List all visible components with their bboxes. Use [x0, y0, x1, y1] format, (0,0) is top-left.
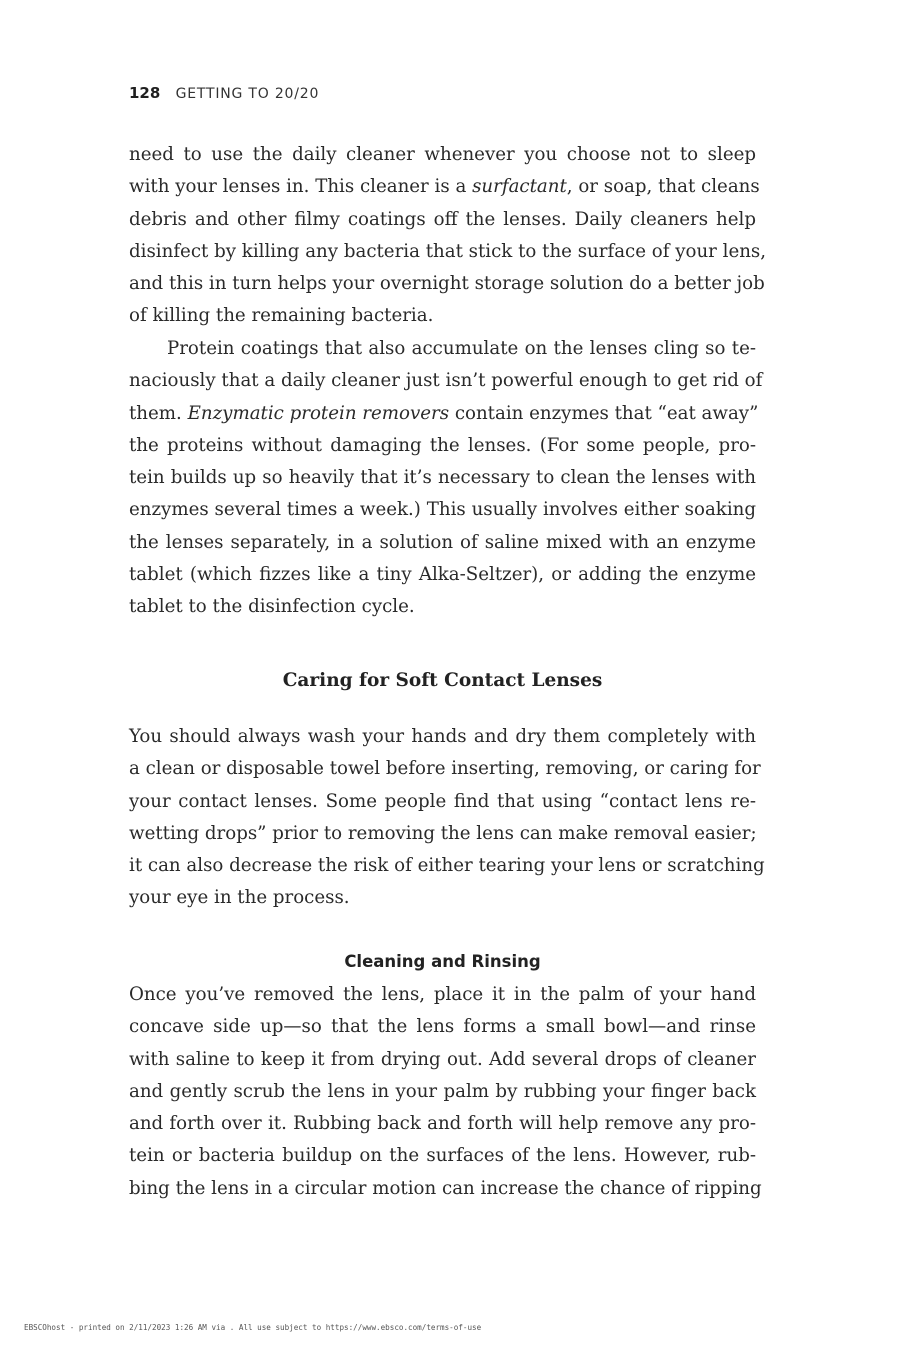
print-footer: EBSCOhost - printed on 2/11/2023 1:26 AM via . All use subject to https://www.ebsco.com/terms-of-use [24, 1323, 482, 1332]
subsection-heading: Cleaning and Rinsing [344, 952, 541, 971]
text-line: with saline to keep it from drying out. Add several drops of cleaner [129, 1048, 756, 1070]
text-line: your contact lenses. Some people find that using “contact lens re- [129, 790, 756, 812]
text-line: tein or bacteria buildup on the surfaces of the lens. However, rub- [129, 1145, 756, 1167]
text-line: a clean or disposable towel before inserting, removing, or caring for [129, 758, 761, 780]
text-line: debris and other filmy coatings off the lenses. Daily cleaners help [129, 208, 756, 230]
text-line: your eye in the process. [129, 887, 350, 909]
paragraph-daily-cleaner [129, 139, 767, 333]
text-line: concave side up—so that the lens forms a small bowl—and rinse [129, 1016, 756, 1038]
text-line: Once you’ve removed the lens, place it in the palm of your hand [129, 984, 756, 1005]
text-line: and forth over it. Rubbing back and forth will help remove any pro- [129, 1113, 756, 1135]
text-line: tablet to the disinfection cycle. [129, 596, 415, 618]
text-line: them. Enzymatic protein removers contain enzymes that “eat away” [129, 402, 759, 424]
text-line: disinfect by killing any bacteria that stick to the surface of your lens, [129, 240, 767, 262]
text-line: tein builds up so heavily that it’s necessary to clean the lenses with [129, 467, 756, 489]
text-line: of killing the remaining bacteria. [129, 305, 434, 327]
running-title: GETTING TO 20/20 [175, 86, 320, 102]
text-line: Protein coatings that also accumulate on the lenses cling so te- [167, 338, 756, 359]
text-line: bing the lens in a circular motion can increase the chance of ripping [129, 1177, 762, 1199]
section-heading: Caring for Soft Contact Lenses [282, 670, 603, 691]
italic-term: Enzymatic protein removers [187, 402, 450, 424]
text-line: and gently scrub the lens in your palm by rubbing your finger back [129, 1080, 756, 1102]
page-number: 128 [129, 84, 161, 102]
paragraph-protein-removers [129, 333, 763, 624]
paragraph-hand-washing [129, 721, 765, 915]
italic-term: surfactant [472, 176, 567, 198]
running-header [129, 84, 319, 102]
text-line: tablet (which fizzes like a tiny Alka-Seltzer), or adding the enzyme [129, 564, 756, 586]
text-line: with your lenses in. This cleaner is a surfactant, or soap, that cleans [129, 176, 760, 198]
text-line: the proteins without damaging the lenses. (For some people, pro- [129, 434, 756, 456]
text-line: wetting drops” prior to removing the lens can make removal easier; [129, 822, 757, 844]
text-line: You should always wash your hands and dry them completely with [129, 726, 756, 747]
text-line: need to use the daily cleaner whenever you choose not to sleep [129, 144, 756, 165]
text-line: enzymes several times a week.) This usually involves either soaking [129, 499, 756, 521]
paragraph-cleaning-rinsing [129, 979, 762, 1205]
text-line: it can also decrease the risk of either tearing your lens or scratching [129, 855, 765, 877]
text-line: and this in turn helps your overnight storage solution do a better job [129, 273, 765, 295]
text-line: naciously that a daily cleaner just isn’t powerful enough to get rid of [129, 370, 763, 392]
text-line: the lenses separately, in a solution of saline mixed with an enzyme [129, 531, 756, 553]
